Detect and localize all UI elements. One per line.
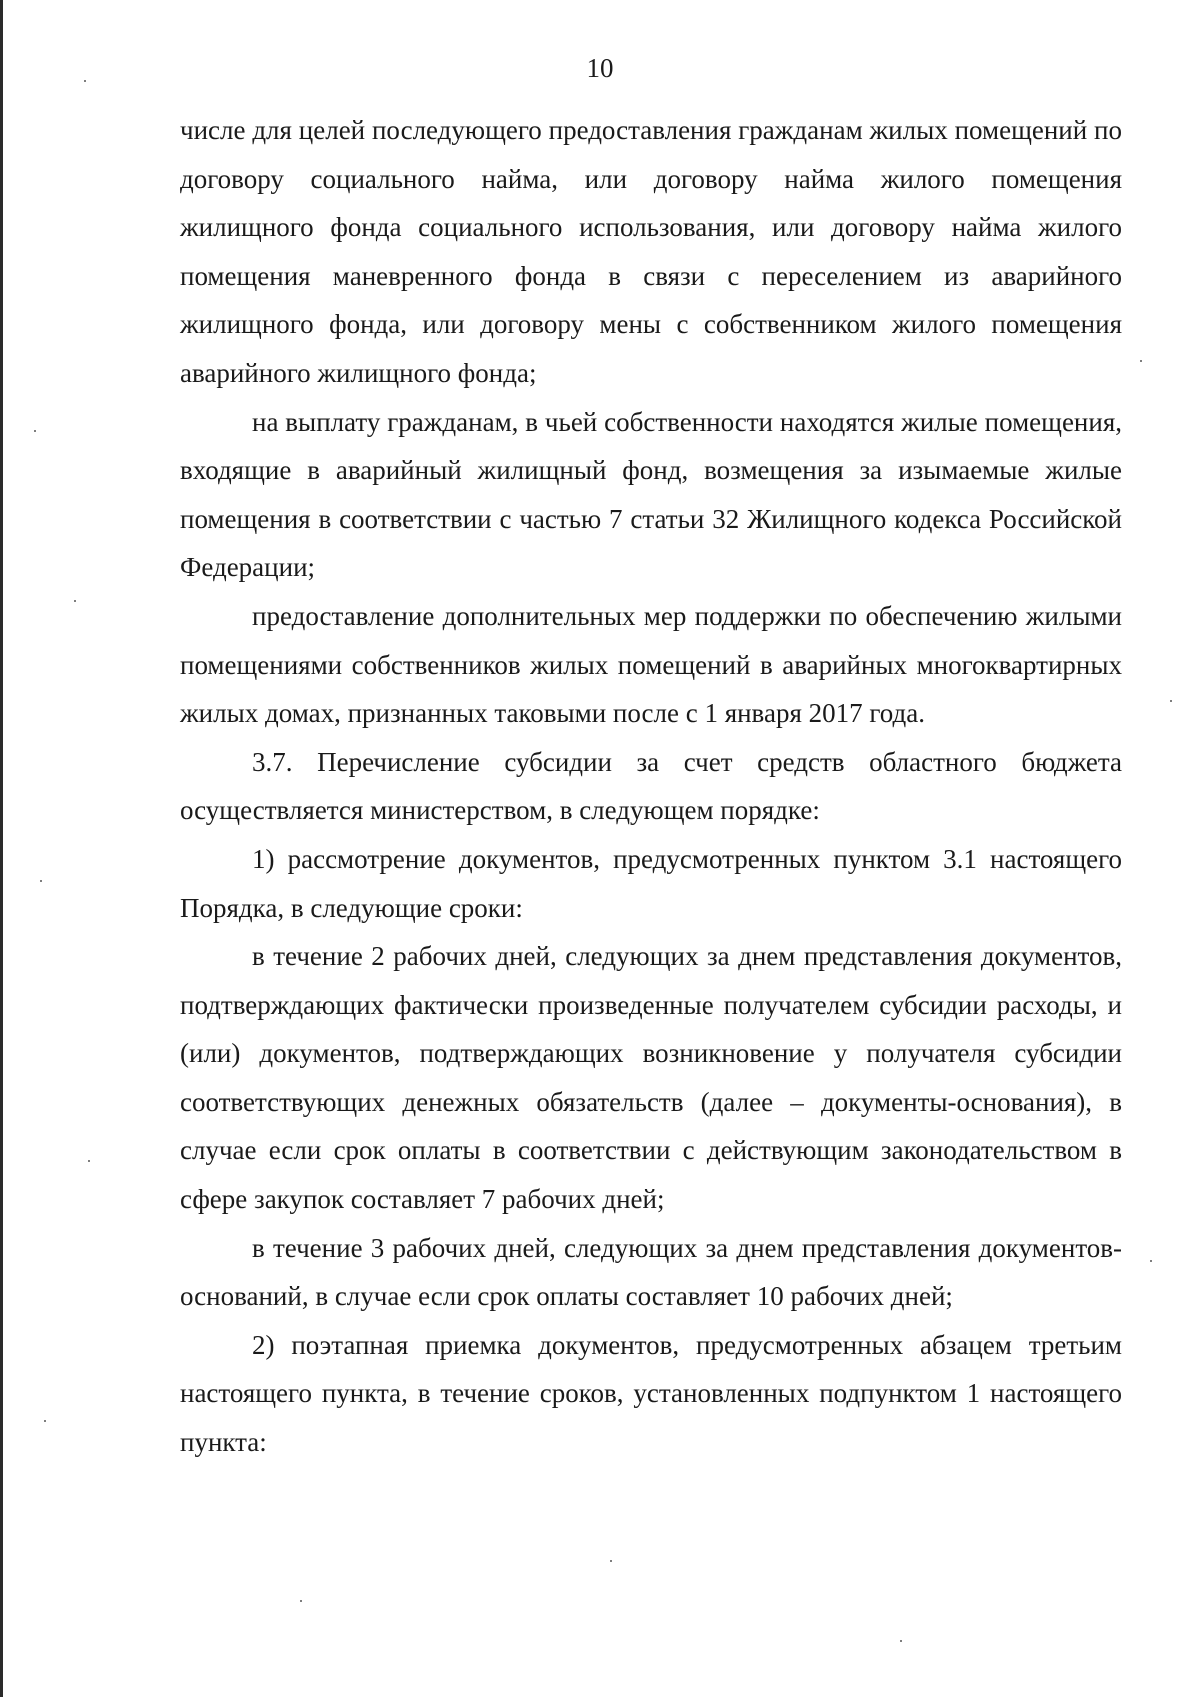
scan-speck (44, 1420, 46, 1422)
paragraph-6: в течение 2 рабочих дней, следующих за днем представления документов, подтверждающих фактически произведенные получателем субсидии расходы, и (или) документов, подтверждающих возникновение у получателя субсидии соответствующих денежных обязательств (далее – документы-основания), в случае если срок оплаты в соответствии с действующим законодательством в сфере закупок составляет 7 рабочих дней; (180, 941, 1122, 1215)
scan-left-edge (0, 0, 3, 1697)
scan-speck (34, 430, 36, 432)
scan-speck (84, 80, 86, 82)
paragraph-8: 2) поэтапная приемка документов, предусмотренных абзацем третьим настоящего пункта, в течение сроков, установленных подпунктом 1 настоящего пункта: (180, 1329, 1122, 1458)
paragraph-2: на выплату гражданам, в чьей собственности находятся жилые помещения, входящие в аварийный жилищный фонд, возмещения за изымаемые жилые помещения в соответствии с частью 7 статьи 32 Жилищного кодекса Российской Федерации; (180, 406, 1122, 583)
paragraph-4: 3.7. Перечисление субсидии за счет средств областного бюджета осуществляется министерством, в следующем порядке: (180, 746, 1122, 826)
scan-speck (610, 1560, 612, 1562)
scan-speck (1150, 1260, 1152, 1262)
scan-speck (300, 1600, 302, 1602)
paragraph-1: числе для целей последующего предоставления гражданам жилых помещений по договору социального найма, или договору найма жилого помещения жилищного фонда социального использования, или договору найма жилого помещения маневренного фонда в связи с переселением из аварийного жилищного фонда, или договору мены с собственником жилого помещения аварийного жилищного фонда; (180, 115, 1122, 388)
paragraph-7: в течение 3 рабочих дней, следующих за днем представления документов-оснований, в случае если срок оплаты составляет 10 рабочих дней; (180, 1232, 1122, 1312)
document-body (180, 106, 1122, 1467)
scan-speck (88, 1160, 90, 1162)
scan-speck (40, 880, 42, 882)
page-number: 10 (586, 53, 614, 83)
scan-speck (74, 600, 76, 602)
scan-speck (1170, 700, 1172, 702)
paragraph-5: 1) рассмотрение документов, предусмотренных пунктом 3.1 настоящего Порядка, в следующие сроки: (180, 843, 1122, 923)
scan-speck (1140, 360, 1142, 362)
scan-speck (900, 1640, 902, 1642)
paragraph-3: предоставление дополнительных мер поддержки по обеспечению жилыми помещениями собственников жилых помещений в аварийных многоквартирных жилых домах, признанных таковыми после с 1 января 2017 года. (180, 600, 1122, 729)
